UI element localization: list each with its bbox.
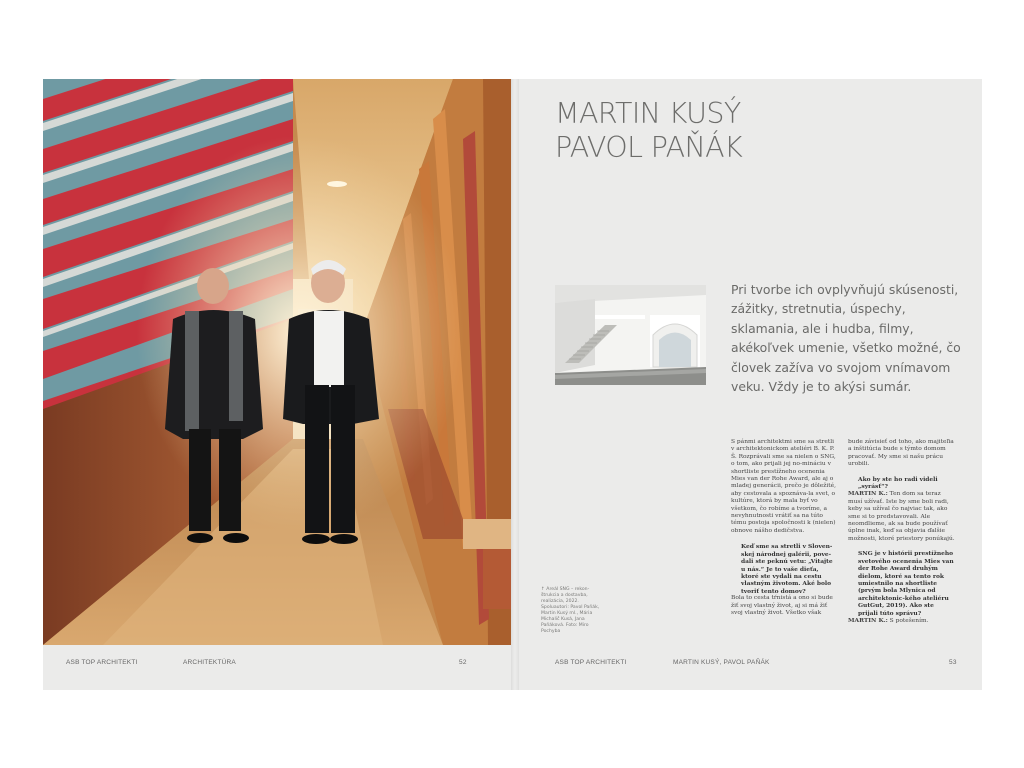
spread-gutter — [511, 79, 519, 690]
interview-question-3: SNG je v histórii prestížneho svetového ocenenia Mies van der Rohe Award druhým dielom, ktoré sa tento rok umiestnilo na shortliste (prvým bola Mlynica od architektonic-kého ateliéru GutGut, 2019). Ako ste prijali túto správu? — [858, 550, 954, 617]
answer-continued: bude závisieť od toho, ako majiteľia a inštitúcia bude s týmto domom pracovať. My sme si našu prácu urobili. — [848, 439, 954, 468]
magazine-spread — [43, 79, 982, 690]
title-line-2: PAVOL PAŇÁK — [555, 131, 743, 164]
footer-section-right: MARTIN KUSÝ, PAVOL PAŇÁK — [673, 659, 770, 666]
photo-caption: ↑ Areál SNG – rekon-štrukcia a dostavba, realizácia, 2022. Spoluautori: Pavol Paňák, Martin Kusý ml., Mária Michalič Kusá, Jana Paňáková. Foto: Miro Pochyba — [541, 587, 600, 634]
page-number-left: 52 — [459, 659, 467, 666]
interior-thumbnail — [555, 285, 706, 385]
speaker-label: MARTIN K.: — [848, 490, 888, 498]
portrait-photo — [43, 79, 511, 645]
footer-publication-left: ASB TOP ARCHITEKTI — [66, 659, 138, 666]
interview-question-2: Ako by ste ho radi videli „syrásť“? — [858, 475, 938, 491]
interview-question-1: Keď sme sa stretli v Sloven-skej národnej galérii, pove-dali ste peknú vetu: „Vitajte u nás.“ Je to vaše dieťa, ktoré ste vydali na cestu vlastným životom. Aké bolo tvoriť tento domov? — [741, 543, 833, 595]
intro-paragraph: S pánmi architektmi sme sa stretli v architektonickom ateliéri B. K. P. Š. Rozprávali sme sa nielen o SNG, o tom, ako prijali jej no-mináciu v shortliste prestížneho ocenenia Mies van der Rohe Award, ale aj o mladej generácii, prečo je dôležité, aby cestovala a spoznáva-la svet, o kultúre, ktorá by mala byť vo všetkom, čo robíme a tvoríme, a nevyhnutnosti vrátiť sa na túto tému postoja spoločnosti k (nielen) obnove nášho dedičstva. — [731, 439, 836, 534]
answer-text: S potešením. — [887, 617, 929, 624]
title-line-1: MARTIN KUSÝ — [555, 97, 741, 130]
interview-answer-2 — [848, 490, 955, 543]
footer-publication-right: ASB TOP ARCHITEKTI — [555, 659, 627, 666]
text-column-2 — [848, 439, 955, 625]
lead-paragraph: Pri tvorbe ich ovplyvňujú skúsenosti, zážitky, stretnutia, úspechy, sklamania, ale i hudba, filmy, akékoľvek umenie, všetko možné, čo človek zažíva vo svojom vnímavom veku. Vždy je to akýsi sumár. — [731, 282, 961, 395]
text-column-1 — [731, 439, 838, 617]
footer-section-left: ARCHITEKTÚRA — [183, 659, 236, 666]
interview-answer-1: Bola to cesta tŕnistá a ono si bude žiť svoj vlastný život, aj si má žiť svoj vlastný život. Všetko však — [731, 595, 833, 616]
speaker-label: MARTIN K.: — [848, 616, 888, 624]
interview-answer-3 — [848, 617, 955, 625]
answer-text: Ten dom sa teraz musí užívať. Iste by sme boli radi, keby sa užíval čo najviac tak, ako sme si to predstavovali. Ale neomdlieme, ak sa bude používať úplne inak, keď sa objavia ďalšie možnosti, ktoré priestory ponúkajú. — [848, 491, 955, 542]
article-title — [555, 97, 955, 165]
page-number-right: 53 — [949, 659, 957, 666]
